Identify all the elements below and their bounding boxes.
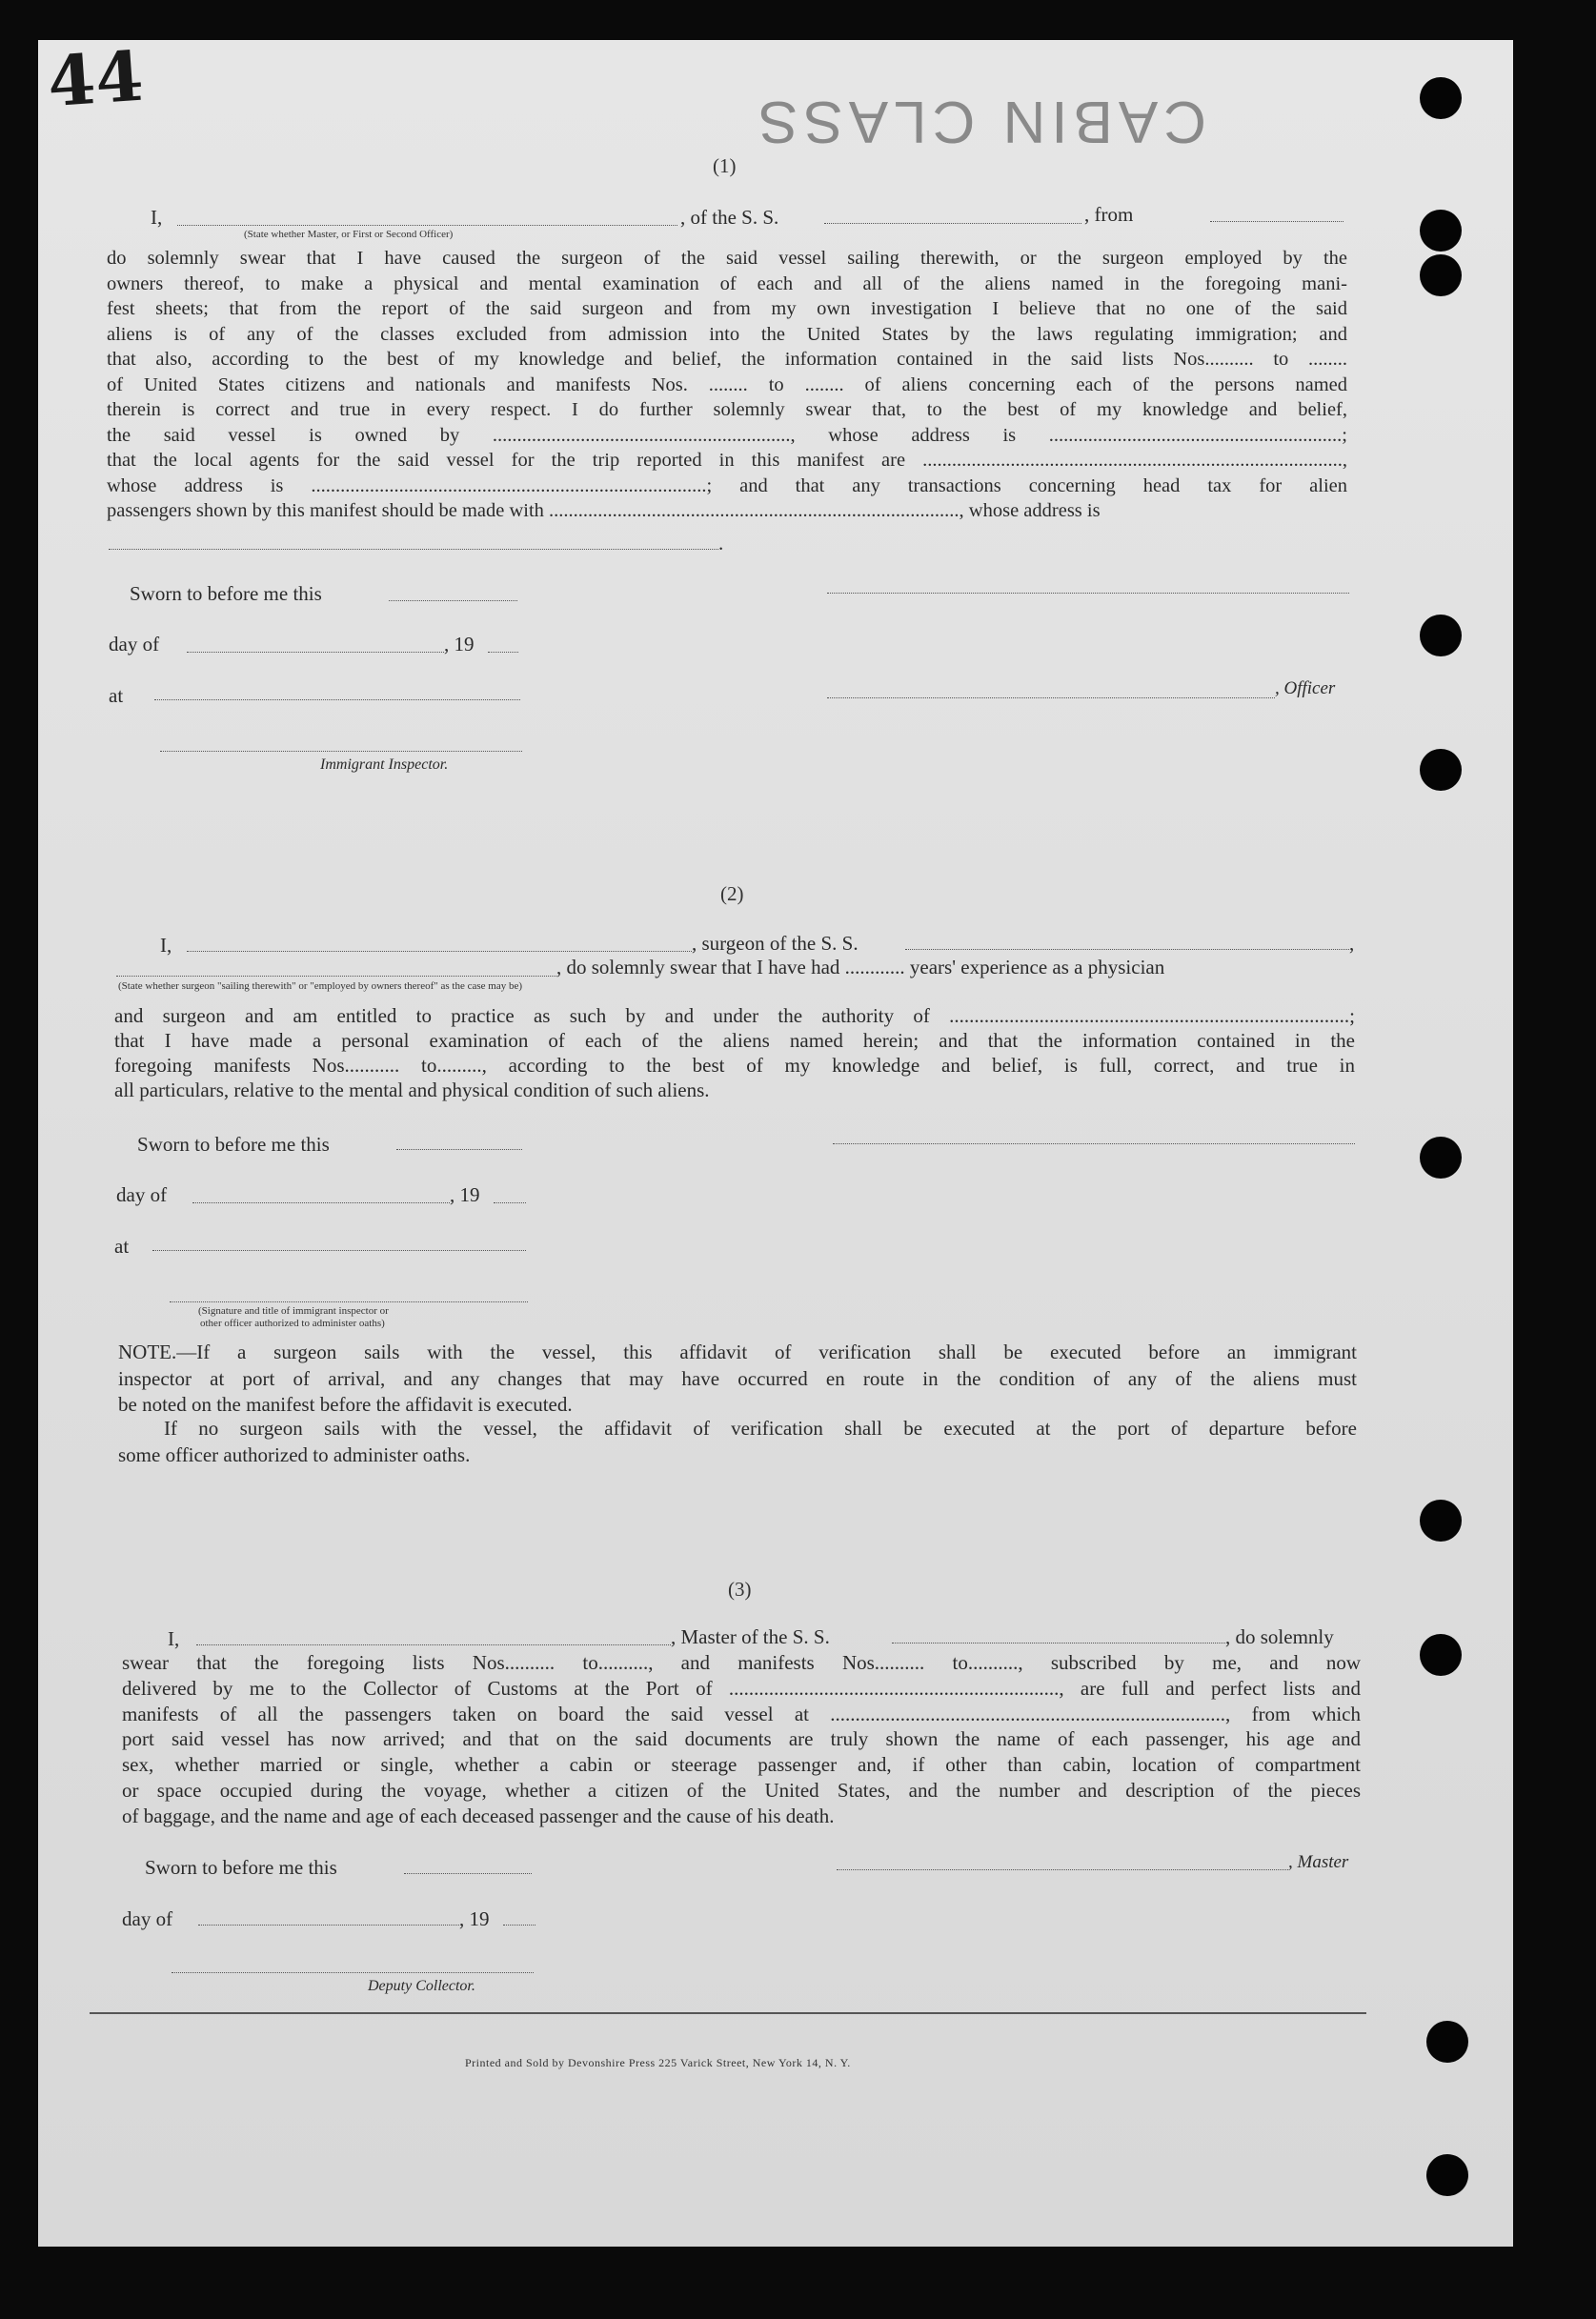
section1-lead: I,	[151, 206, 163, 229]
punch-hole	[1426, 2154, 1468, 2196]
section3-number: (3)	[728, 1578, 752, 1601]
punch-hole	[1420, 615, 1462, 656]
printer-footer: Printed and Sold by Devonshire Press 225 Varick Street, New York 14, N. Y.	[465, 2056, 851, 2069]
punch-hole	[1420, 749, 1462, 791]
inspector-signature-line[interactable]	[160, 751, 522, 752]
section2-place-field[interactable]	[152, 1250, 526, 1251]
section3-text-line: sex, whether married or single, whether a cabin or steerage passenger and, if other than cabin, location of compartment	[122, 1753, 1361, 1777]
section1-text-line: whose address is .................................................................................; and that any transactions concerning head tax for alien	[107, 474, 1347, 496]
master-label: , Master	[1288, 1852, 1349, 1872]
footer-rule	[90, 2012, 1366, 2014]
surgeon-note-line: be noted on the manifest before the affidavit is executed.	[118, 1393, 573, 1416]
surgeon-note: (State whether surgeon "sailing therewith" or "employed by owners thereof" as the case may be)	[118, 980, 523, 992]
section2-text-line: all particulars, relative to the mental and physical condition of such aliens.	[114, 1079, 710, 1101]
signature-note-1: (Signature and title of immigrant inspector or	[198, 1305, 389, 1317]
section3-year-field[interactable]	[503, 1925, 535, 1926]
section1-text-line: of United States citizens and nationals and manifests Nos. ........ to ........ of aliens concerning each of the persons named	[107, 373, 1347, 395]
section1-number: (1)	[713, 154, 737, 177]
section1-text-line: aliens is of any of the classes excluded from admission into the United States by the laws regulating immigration; and	[107, 323, 1347, 345]
deputy-signature-line[interactable]	[172, 1972, 534, 1973]
of-ss-label: , of the S. S.	[680, 206, 779, 229]
section2-month-field[interactable]	[192, 1202, 450, 1203]
sworn-day-field[interactable]	[389, 600, 517, 601]
ship-name-field[interactable]	[824, 223, 1081, 224]
section1-at-label: at	[109, 684, 124, 707]
punch-hole	[1420, 210, 1462, 252]
punch-hole	[1420, 1137, 1462, 1179]
section3-text-line: port said vessel has now arrived; and that on the said documents are truly shown the name of each passenger, his age and	[122, 1727, 1361, 1751]
immigrant-inspector-label: Immigrant Inspector.	[320, 756, 449, 773]
section1-place-field[interactable]	[154, 699, 520, 700]
master-name-field[interactable]	[196, 1644, 671, 1645]
officer-signature-line-top[interactable]	[827, 593, 1349, 594]
master-signature-line[interactable]	[837, 1869, 1288, 1870]
surgeon-note-line: inspector at port of arrival, and any changes that may have occurred en route in the condition of any of the aliens must	[118, 1366, 1357, 1390]
surgeon-type-field[interactable]	[116, 976, 556, 977]
no-surgeon-note-line: some officer authorized to administer oaths.	[118, 1442, 471, 1466]
section1-sworn-label: Sworn to before me this	[130, 582, 322, 605]
do-solemnly-label: , do solemnly	[1225, 1625, 1334, 1648]
section2-at-label: at	[114, 1235, 130, 1258]
section1-text-line: the said vessel is owned by ............................................................., whose address is ............................................................;	[107, 424, 1347, 446]
punch-hole	[1426, 2021, 1468, 2063]
punch-hole	[1420, 1500, 1462, 1542]
section2-sworn-label: Sworn to before me this	[137, 1133, 330, 1156]
section3-text-line: swear that the foregoing lists Nos.......... to.........., and manifests Nos.......... to.........., subscribed by me, and now	[122, 1651, 1361, 1674]
officer-note: (State whether Master, or First or Second Officer)	[244, 229, 454, 240]
handwritten-number: 44	[45, 34, 147, 123]
officer-signature-line[interactable]	[827, 697, 1275, 698]
surgeon-swear-text: , do solemnly swear that I have had ............ years' experience as a physician	[556, 956, 1165, 978]
signature-note-2: other officer authorized to administer oaths)	[200, 1318, 385, 1329]
section3-lead: I,	[168, 1627, 180, 1650]
officer-label: , Officer	[1275, 678, 1336, 698]
section2-number: (2)	[720, 882, 744, 905]
address-field[interactable]	[109, 549, 718, 550]
section3-year-label: , 19	[459, 1907, 490, 1930]
punch-hole	[1420, 77, 1462, 119]
section2-text-line: that I have made a personal examination of each of the aliens named herein; and that the information contained in the	[114, 1029, 1355, 1052]
cabin-class-stamp: CABIN CLASS	[753, 89, 1207, 154]
section1-day-of-label: day of	[109, 633, 160, 655]
section1-text-line: passengers shown by this manifest should be made with ...................................................................................., whose address is	[107, 500, 1101, 521]
period: .	[718, 532, 724, 555]
section1-text-line: that also, according to the best of my knowledge and belief, the information contained in the said lists Nos.......... to ........	[107, 349, 1347, 370]
section1-year-field[interactable]	[488, 652, 518, 653]
section3-text-line: or space occupied during the voyage, whether a citizen of the United States, and the number and description of the pieces	[122, 1779, 1361, 1802]
section1-text-line: fest sheets; that from the report of the said surgeon and from my own investigation I believe that no one of the said	[107, 298, 1347, 319]
section1-year-label: , 19	[444, 633, 475, 655]
section3-day-of-label: day of	[122, 1907, 173, 1930]
port-from-field[interactable]	[1210, 221, 1343, 222]
section2-year-field[interactable]	[494, 1202, 526, 1203]
from-label: , from	[1084, 203, 1134, 226]
section2-text-line: foregoing manifests Nos........... to........., according to the best of my knowledge and belief, is full, correct, and true in	[114, 1054, 1355, 1077]
section1-text-line: owners thereof, to make a physical and mental examination of each and all of the aliens named in the foregoing mani-	[107, 272, 1347, 294]
surgeon-ship-field[interactable]	[905, 949, 1349, 950]
section1-text-line: do solemnly swear that I have caused the surgeon of the said vessel sailing therewith, or the surgeon employed by the	[107, 248, 1347, 269]
punch-hole	[1420, 1634, 1462, 1676]
section2-year-label: , 19	[450, 1183, 480, 1206]
section3-month-field[interactable]	[198, 1925, 459, 1926]
section1-month-field[interactable]	[187, 652, 444, 653]
section2-sworn-day-field[interactable]	[396, 1149, 522, 1150]
section1-text-line: therein is correct and true in every respect. I do further solemnly swear that, to the best of my knowledge and belief,	[107, 399, 1347, 420]
surgeon-signature-line[interactable]	[833, 1143, 1355, 1144]
punch-hole	[1420, 254, 1462, 296]
section3-text-line: delivered by me to the Collector of Customs at the Port of .................................................................., are full and perfect lists and	[122, 1676, 1361, 1700]
section1-text-line: that the local agents for the said vessel for the trip reported in this manifest are ......................................................................................,	[107, 450, 1347, 471]
officer-rank-field[interactable]	[177, 225, 677, 226]
surgeon-name-field[interactable]	[187, 951, 692, 952]
no-surgeon-note-line: If no surgeon sails with the vessel, the affidavit of verification shall be executed at the port of departure before	[164, 1417, 1357, 1440]
section3-text-line: of baggage, and the name and age of each deceased passenger and the cause of his death.	[122, 1804, 835, 1827]
section2-text-line: and surgeon and am entitled to practice as such by and under the authority of ................................................................................;	[114, 1004, 1355, 1027]
surgeon-note-line: NOTE.—If a surgeon sails with the vessel, this affidavit of verification shall be executed before an immigrant	[118, 1341, 1357, 1363]
inspector2-signature-line[interactable]	[170, 1301, 528, 1302]
section3-sworn-label: Sworn to before me this	[145, 1856, 337, 1879]
deputy-collector-label: Deputy Collector.	[368, 1978, 475, 1994]
comma: ,	[1349, 932, 1355, 955]
section3-text-line: manifests of all the passengers taken on board the said vessel at ..............................................................................., from which	[122, 1702, 1361, 1725]
section2-lead: I,	[160, 934, 172, 957]
master-of-label: , Master of the S. S.	[671, 1625, 830, 1648]
section2-day-of-label: day of	[116, 1183, 168, 1206]
section3-sworn-day-field[interactable]	[404, 1873, 532, 1874]
surgeon-of-label: , surgeon of the S. S.	[692, 932, 859, 955]
